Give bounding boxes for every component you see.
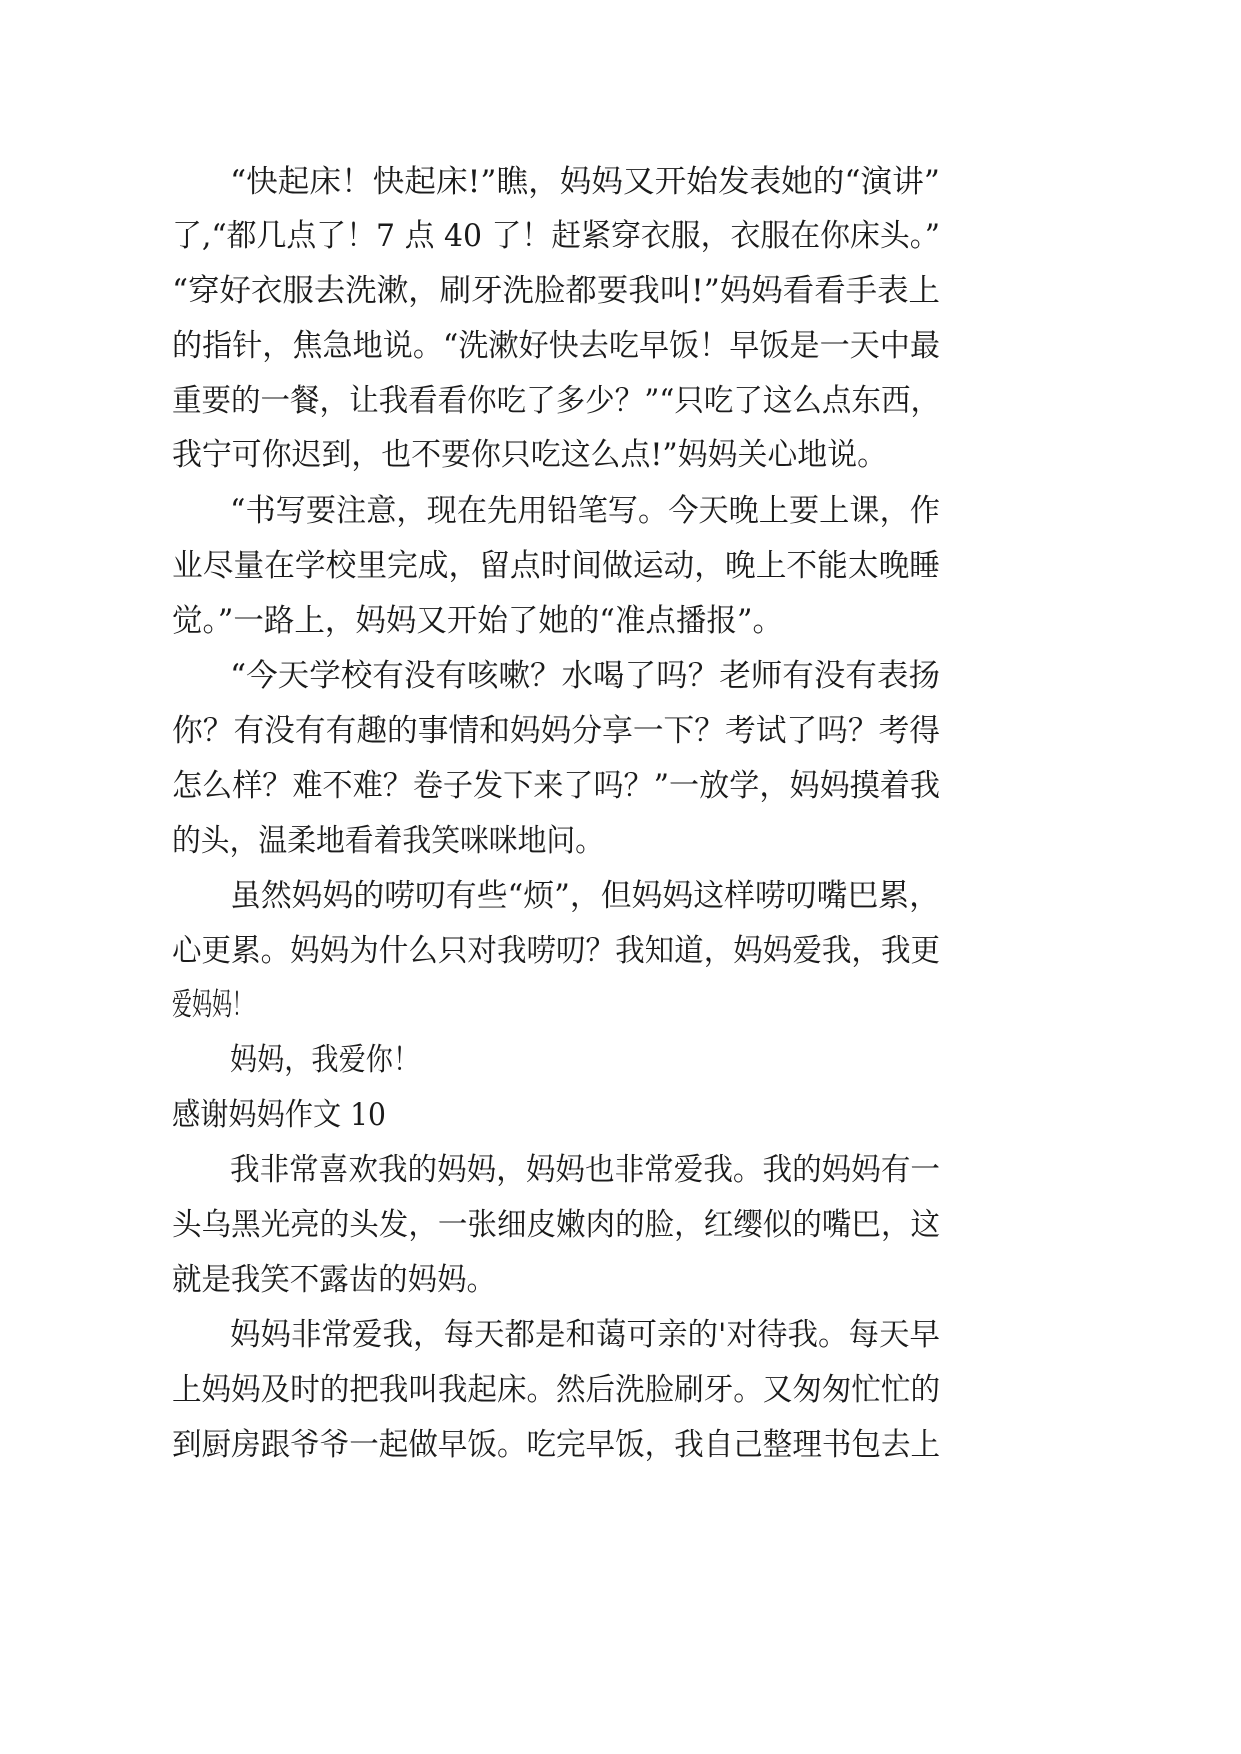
text-line-content: “今天学校有没有咳嗽？水喝了吗？老师有没有表扬 bbox=[230, 658, 941, 694]
text-line-content: 了,“都几点了！7 点 40 了！赶紧穿衣服，衣服在你床头。” bbox=[172, 218, 941, 254]
text-line bbox=[0, 486, 1241, 536]
text-line bbox=[0, 1310, 1241, 1360]
text-line bbox=[0, 266, 1241, 316]
text-line-content: 头乌黑光亮的头发，一张细皮嫩肉的脸，红缨似的嘴巴，这 bbox=[172, 1207, 941, 1243]
text-line-content: 就是我笑不露齿的妈妈。 bbox=[172, 1262, 496, 1298]
text-line-content: 妈妈，我爱你！ bbox=[230, 1042, 421, 1078]
text-line-content: 我非常喜欢我的妈妈，妈妈也非常爱我。我的妈妈有一 bbox=[230, 1152, 940, 1188]
text-line-content: “书写要注意，现在先用铅笔写。今天晚上要上课，作 bbox=[230, 493, 940, 529]
text-line bbox=[0, 871, 1241, 921]
text-line bbox=[0, 596, 1241, 646]
text-line-content: 的头，温柔地看着我笑咪咪地问。 bbox=[172, 823, 604, 859]
text-line-content: 业尽量在学校里完成，留点时间做运动，晚上不能太晚睡 bbox=[172, 548, 941, 584]
text-line-content: 的指针，焦急地说。“洗漱好快去吃早饭！早饭是一天中最 bbox=[172, 328, 941, 364]
text-line-content: 爱妈妈！ bbox=[172, 987, 253, 1023]
text-line-content: 我宁可你迟到，也不要你只吃这么点!”妈妈关心地说。 bbox=[172, 437, 887, 473]
section-heading bbox=[0, 1090, 1241, 1140]
text-line bbox=[0, 1255, 1241, 1305]
text-line-content: 心更累。妈妈为什么只对我唠叨？我知道，妈妈爱我，我更 bbox=[172, 933, 941, 969]
text-line bbox=[0, 816, 1241, 866]
text-line bbox=[0, 706, 1241, 756]
text-line-content: 上妈妈及时的把我叫我起床。然后洗脸刷牙。又匆匆忙忙的 bbox=[172, 1372, 941, 1408]
text-line bbox=[0, 1145, 1241, 1195]
text-line bbox=[0, 980, 1241, 1030]
text-line bbox=[0, 157, 1241, 207]
text-line bbox=[0, 211, 1241, 261]
text-line-content: “穿好衣服去洗漱，刷牙洗脸都要我叫!”妈妈看看手表上 bbox=[172, 273, 940, 309]
text-line-content: “快起床！快起床!”瞧，妈妈又开始发表她的“演讲” bbox=[230, 164, 940, 200]
text-line bbox=[0, 1035, 1241, 1085]
text-line bbox=[0, 1200, 1241, 1250]
text-line-content: 觉。”一路上，妈妈又开始了她的“准点播报”。 bbox=[172, 603, 783, 639]
section-heading-text: 感谢妈妈作文 10 bbox=[172, 1097, 386, 1133]
text-line-content: 你？有没有有趣的事情和妈妈分享一下？考试了吗？考得 bbox=[172, 713, 941, 749]
text-line bbox=[0, 376, 1241, 426]
text-line bbox=[0, 430, 1241, 480]
text-line bbox=[0, 926, 1241, 976]
text-line bbox=[0, 1420, 1241, 1470]
text-line-content: 虽然妈妈的唠叨有些“烦”，但妈妈这样唠叨嘴巴累， bbox=[230, 878, 940, 914]
text-line bbox=[0, 541, 1241, 591]
text-line bbox=[0, 651, 1241, 701]
text-line bbox=[0, 321, 1241, 371]
text-line-content: 怎么样？难不难？卷子发下来了吗？”一放学，妈妈摸着我 bbox=[172, 768, 941, 804]
text-line-content: 到厨房跟爷爷一起做早饭。吃完早饭，我自己整理书包去上 bbox=[172, 1427, 941, 1463]
text-line bbox=[0, 1365, 1241, 1415]
text-line-content: 重要的一餐，让我看看你吃了多少？”“只吃了这么点东西， bbox=[172, 383, 940, 419]
text-line bbox=[0, 761, 1241, 811]
text-line-content: 妈妈非常爱我，每天都是和蔼可亲的'对待我。每天早 bbox=[230, 1317, 940, 1353]
